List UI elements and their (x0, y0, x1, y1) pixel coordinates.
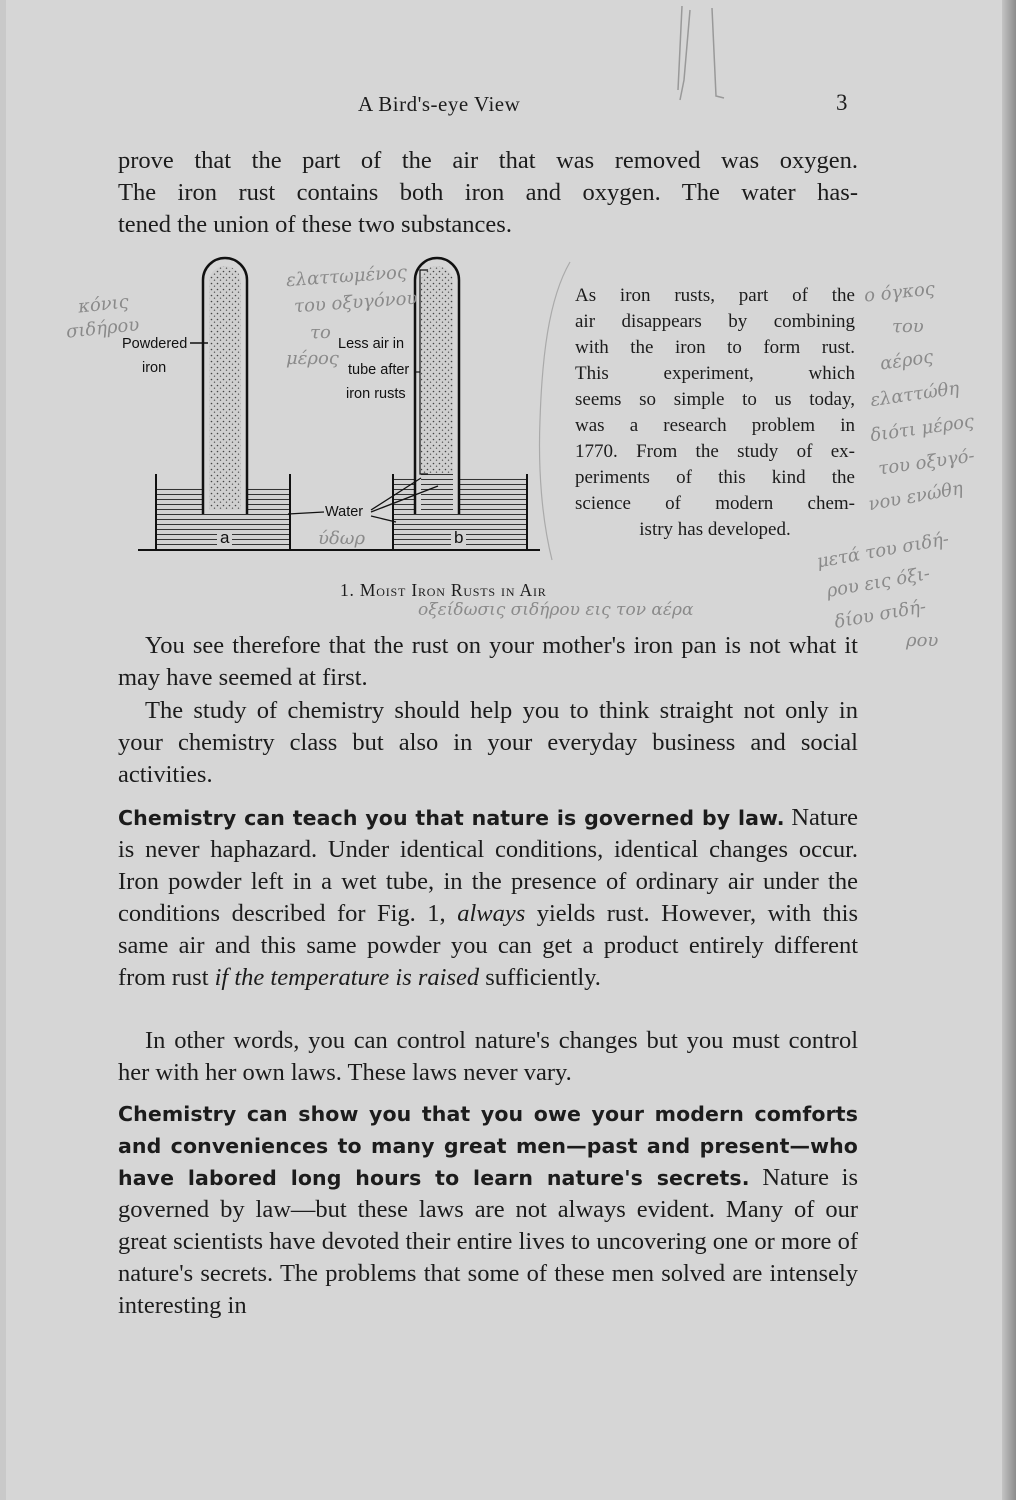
label-less-air-1: Less air in (338, 336, 405, 352)
handwritten-note: του (892, 316, 924, 337)
handwritten-note: οξείδωσις σιδήρου εις τον αέρα (418, 600, 694, 620)
handwritten-note: ύδωρ (318, 528, 366, 549)
handwritten-note: μετά του σιδή- (815, 528, 951, 573)
label-water: Water (325, 504, 364, 520)
handwritten-note: μέρος (286, 348, 339, 369)
side-caption-line: periments of this kind the (575, 467, 855, 488)
paragraph-great-men: Chemistry can show you that you owe your modern comforts and conveniences to many great men—past and present—who have labored long hours to learn nature's secrets. Nature is governed by law—but these laws are not always evident. Many of our great scientists have devoted their entire lives to uncovering one or more of nature's secrets. The problems that some of these men solved are intensely interesting in (118, 1102, 859, 1319)
label-b: b (451, 530, 466, 546)
label-less-air-2: tube after (348, 362, 410, 378)
side-caption-line: istry has developed. (639, 519, 791, 540)
handwritten-note: ελαττωμένος (285, 261, 408, 292)
paragraph-lead: Chemistry can teach you that nature is governed by law. (118, 806, 785, 830)
handwritten-note: ο όγκος (863, 278, 936, 307)
handwritten-note: ρου εις όξι- (824, 563, 932, 602)
intro-line: prove that the part of the air that was removed was oxygen. (118, 147, 858, 174)
side-caption-line: 1770. From the study of ex- (575, 441, 855, 462)
running-head: A Bird's-eye View (358, 92, 521, 116)
side-caption-line: seems so simple to us today, (575, 389, 855, 410)
paragraph: You see therefore that the rust on your mother's iron pan is not what it may have seemed at first. (118, 632, 858, 691)
paragraph-law: Chemistry can teach you that nature is governed by law. Nature is never haphazard. Under identical conditions, identical changes occur. Iron powder left in a wet tube, in the presence of ordinary air under the conditions described for Fig. 1, always yields rust. However, with this same air and this same powder you can get a product entirely different from rust if the temperature is raised sufficiently. (118, 804, 859, 991)
handwritten-note: δίου σιδή- (832, 596, 928, 633)
handwritten-note: το (310, 322, 331, 343)
side-caption-line: This experiment, which (575, 363, 855, 384)
side-caption-line: with the iron to form rust. (575, 337, 855, 358)
side-caption-line: science of modern chem- (575, 493, 855, 514)
handwritten-note: ελαττώθη (868, 377, 961, 412)
intro-line: tened the union of these two substances. (118, 211, 512, 238)
paragraph: The study of chemistry should help you to think straight not only in your chemistry class but also in your everyday business and social activities. (118, 697, 858, 788)
label-a: a (217, 530, 232, 546)
handwritten-note: σιδήρου (65, 314, 141, 343)
intro-line: The iron rust contains both iron and oxygen. The water has- (118, 179, 858, 206)
label-less-air-3: iron rusts (346, 386, 406, 402)
handwritten-note: αέρος (878, 346, 935, 375)
pencil-scribble (678, 6, 724, 100)
paragraph: In other words, you can control nature's changes but you must control her with her own laws. These laws never vary. (118, 1027, 858, 1086)
paragraph-lead: Chemistry can show you that you owe your modern comforts and conveniences to many great men—past and present—who have labored long hours to learn nature's secrets. (118, 1102, 858, 1190)
side-caption-line: was a research problem in (575, 415, 855, 436)
side-caption-line: air disappears by combining (575, 311, 855, 332)
handwritten-note: διότι μέρος (869, 410, 976, 447)
handwritten-note: ρου (906, 630, 939, 651)
page-number: 3 (836, 90, 848, 115)
handwritten-note: νου ενώθη (866, 477, 965, 516)
figure-caption-number: 1. (340, 580, 355, 600)
handwritten-note: του οξυγόνου (293, 287, 419, 318)
pencil-bracket (540, 262, 571, 560)
side-caption-line: As iron rusts, part of the (575, 285, 855, 306)
figure-caption-text: Moist Iron Rusts in Air (359, 580, 547, 600)
handwritten-note: του οξυγό- (877, 445, 976, 480)
label-iron: iron (142, 360, 167, 376)
label-powdered: Powdered (122, 336, 188, 352)
handwritten-note: κόνις (77, 291, 130, 318)
